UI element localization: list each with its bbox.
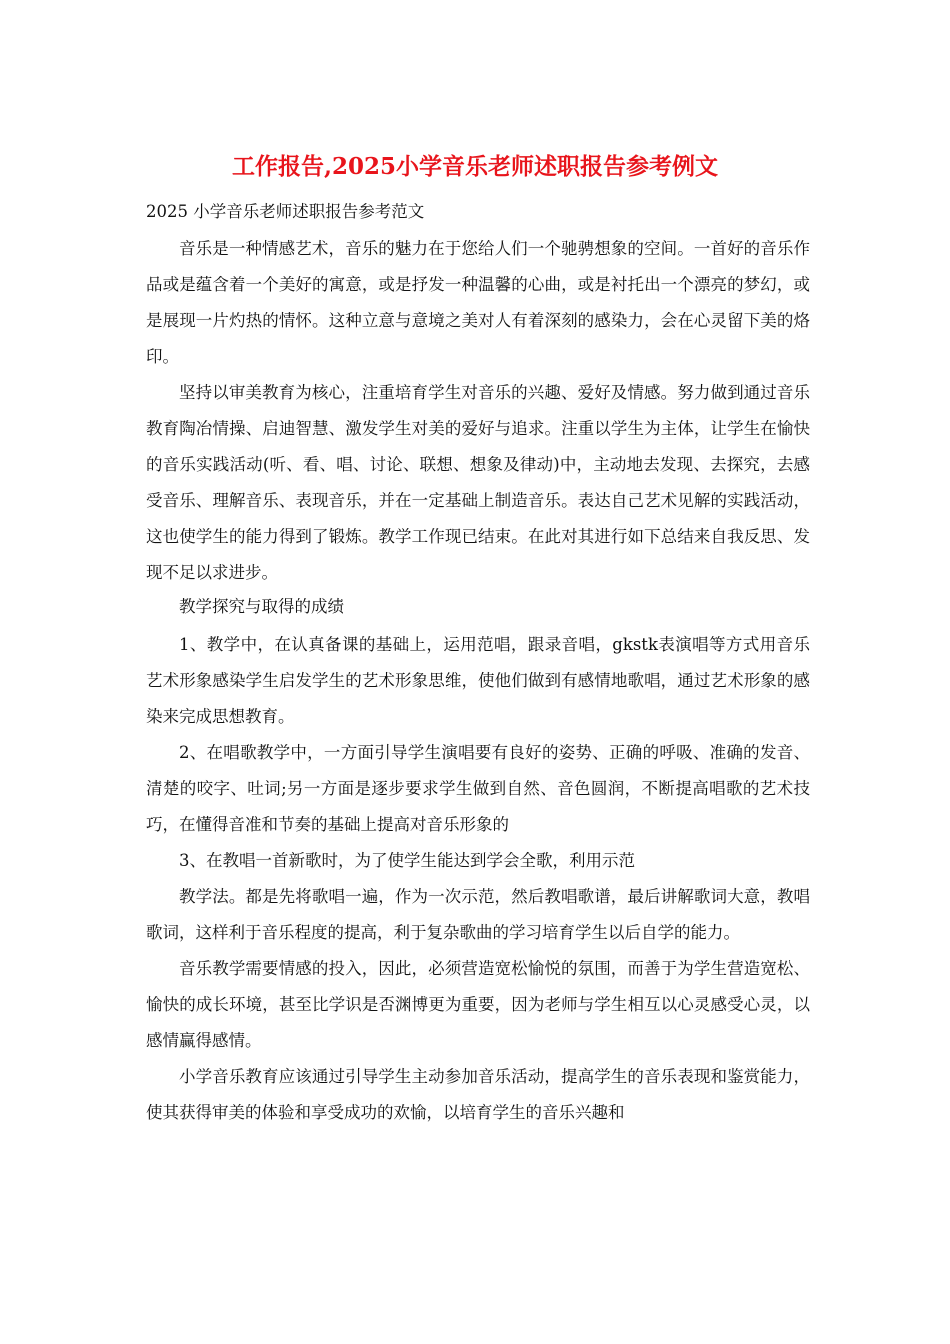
paragraph-emotion: 音乐教学需要情感的投入，因此，必须营造宽松愉悦的氛围，而善于为学生营造宽松、愉快的成长环境，甚至比学识是否渊博更为重要，因为老师与学生相互以心灵感受心灵，以感情赢得感情。	[146, 959, 810, 1050]
paragraph-item-2: 2、在唱歌教学中，一方面引导学生演唱要有良好的姿势、正确的呼吸、准确的发音、清楚的咬字、吐词;另一方面是逐步要求学生做到自然、音色圆润，不断提高唱歌的艺术技巧，在懂得音准和节奏的基础上提高对音乐形象的	[146, 743, 810, 834]
document-title: 工作报告,2025小学音乐老师述职报告参考例文	[231, 153, 719, 180]
paragraph-principles: 坚持以审美教育为核心，注重培育学生对音乐的兴趣、爱好及情感。努力做到通过音乐教育陶冶情操、启迪智慧、激发学生对美的爱好与追求。注重以学生为主体，让学生在愉快的音乐实践活动(听、看、唱、讨论、联想、想象及律动)中，主动地去发现、去探究，去感受音乐、理解音乐、表现音乐，并在一定基础上制造音乐。表达自己艺术见解的实践活动，这也使学生的能力得到了锻炼。教学工作现已结束。在此对其进行如下总结来自我反思、发现不足以求进步。	[146, 383, 810, 582]
section-heading-achievements: 教学探究与取得的成绩	[179, 597, 344, 616]
paragraph-music-education: 小学音乐教育应该通过引导学生主动参加音乐活动，提高学生的音乐表现和鉴赏能力，使其获得审美的体验和享受成功的欢愉，以培育学生的音乐兴趣和	[146, 1067, 810, 1122]
paragraph-intro: 音乐是一种情感艺术，音乐的魅力在于您给人们一个驰骋想象的空间。一首好的音乐作品或是蕴含着一个美好的寓意，或是抒发一种温馨的心曲，或是衬托出一个漂亮的梦幻，或是展现一片灼热的情怀。这种立意与意境之美对人有着深刻的感染力，会在心灵留下美的烙印。	[146, 239, 810, 366]
document-body	[146, 199, 810, 1131]
document-subtitle: 2025 小学音乐老师述职报告参考范文	[146, 202, 425, 221]
paragraph-item-3: 3、在教唱一首新歌时，为了使学生能达到学会全歌，利用示范	[179, 851, 635, 870]
paragraph-teaching-method: 教学法。都是先将歌唱一遍，作为一次示范，然后教唱歌谱，最后讲解歌词大意，教唱歌词，这样利于音乐程度的提高，利于复杂歌曲的学习培育学生以后自学的能力。	[146, 887, 810, 942]
paragraph-item-1: 1、教学中，在认真备课的基础上，运用范唱，跟录音唱，gkstk表演唱等方式用音乐艺术形象感染学生启发学生的艺术形象思维，使他们做到有感情地歌唱，通过艺术形象的感染来完成思想教育。	[146, 635, 810, 726]
